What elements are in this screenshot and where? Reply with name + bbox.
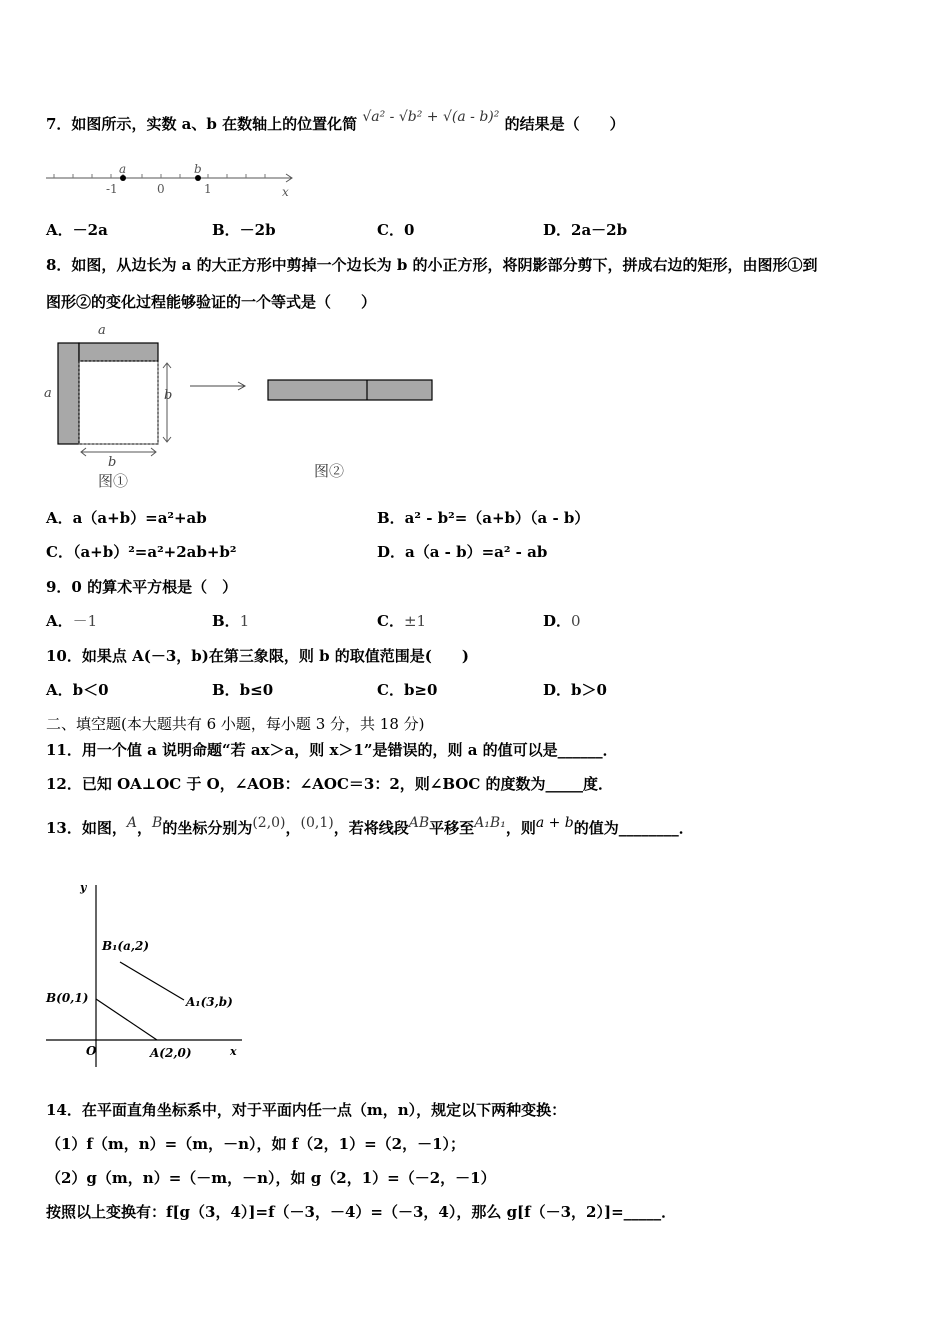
graph-x-label: x — [230, 1045, 237, 1058]
q13-AB: AB — [408, 815, 430, 831]
tick-neg1: -1 — [106, 182, 118, 196]
q13-A: A — [126, 815, 137, 831]
q7-number-line — [40, 160, 302, 200]
section-heading: 二、填空题(本大题共有 6 小题，每小题 3 分，共 18 分) — [46, 715, 425, 733]
q14-stem: 14．在平面直角坐标系中，对于平面内任一点（m，n），规定以下两种变换： — [46, 1101, 567, 1119]
q7-option-d[interactable]: D．2a－2b — [543, 221, 628, 239]
q14-rule2: （2）g（m，n）=（－m，－n），如 g（2，1）=（－2，－1） — [46, 1169, 496, 1187]
fig1-label-b-right: b — [164, 388, 173, 403]
q14-rule1: （1）f（m，n）=（m，－n），如 f（2，1）=（2，－1）； — [46, 1135, 466, 1153]
q8-option-b[interactable]: B．a² - b²=（a+b）（a - b） — [377, 509, 590, 527]
q11-stem: 11．用一个值 a 说明命题“若 ax＞a，则 x＞1”是错误的，则 a 的值可以是______． — [46, 741, 618, 759]
q7-stem-b: 的结果是（ ） — [504, 115, 625, 133]
fig1-label-a-left: a — [44, 386, 52, 401]
q13-B: B — [152, 815, 163, 831]
q8-figure — [40, 320, 460, 495]
q7-option-c[interactable]: C．0 — [377, 221, 415, 239]
fig2-rectangle — [268, 380, 432, 400]
q7-stem — [46, 109, 625, 135]
q7-formula: √a² - √b² + √(a - b)² — [362, 109, 500, 125]
q7-stem-a: 7．如图所示，实数 a、b 在数轴上的位置化简 — [46, 115, 358, 133]
q8-option-d[interactable]: D．a（a - b）=a² - ab — [377, 543, 548, 561]
q9-option-c[interactable]: C．±1 — [377, 612, 427, 630]
q10-option-a[interactable]: A．b＜0 — [46, 681, 109, 699]
q13-a-plus-b: a + b — [535, 815, 574, 831]
graph-B: B(0,1) — [46, 991, 89, 1005]
q9-option-b[interactable]: B．1 — [212, 612, 250, 630]
q7-option-a[interactable]: A．－2a — [46, 221, 108, 239]
fig2-caption: 图② — [314, 462, 345, 480]
q8-stem-line1: 8．如图，从边长为 a 的大正方形中剪掉一个边长为 b 的小正方形，将阴影部分剪下，拼成右边的矩形，由图形①到 — [46, 256, 818, 274]
label-a: a — [119, 162, 127, 176]
q9-stem: 9．0 的算术平方根是（ ） — [46, 578, 238, 596]
q10-option-d[interactable]: D．b＞0 — [543, 681, 607, 699]
q13-coord-a: (2,0) — [252, 815, 286, 831]
q13-A1B1: A₁B₁ — [474, 815, 506, 831]
q8-stem-line2: 图形②的变化过程能够验证的一个等式是（ ） — [46, 293, 377, 311]
graph-origin: O — [86, 1044, 97, 1058]
q9-option-d[interactable]: D．0 — [543, 612, 581, 630]
axis-x: x — [282, 185, 289, 199]
graph-A1: A₁(3,b) — [186, 995, 233, 1009]
q14-question: 按照以上变换有：f[g（3，4）]=f（－3，－4）=（－3，4），那么 g[f（－3，2）]=_____． — [46, 1203, 677, 1221]
graph-y-label: y — [80, 881, 87, 894]
q13-graph — [40, 875, 250, 1075]
q10-option-c[interactable]: C．b≥0 — [377, 681, 438, 699]
q12-stem: 12．已知 OA⊥OC 于 O，∠AOB：∠AOC＝3：2，则∠BOC 的度数为_____度． — [46, 775, 614, 793]
graph-B1: B₁(a,2) — [102, 939, 150, 953]
graph-A: A(2,0) — [150, 1046, 192, 1060]
shaded-top-strip — [79, 343, 158, 361]
label-b: b — [194, 162, 202, 176]
shaded-left-strip — [58, 343, 79, 444]
q7-option-b[interactable]: B．－2b — [212, 221, 276, 239]
fig1-label-b-bottom: b — [108, 455, 117, 470]
q13-coord-b: (0,1) — [300, 815, 334, 831]
tick-0: 0 — [157, 182, 165, 196]
q10-option-b[interactable]: B．b≤0 — [212, 681, 274, 699]
tick-1: 1 — [204, 182, 212, 196]
q9-option-a[interactable]: A．－1 — [46, 612, 98, 630]
q10-stem: 10．如果点 A(－3，b)在第三象限，则 b 的取值范围是( ) — [46, 647, 469, 665]
fig1-caption: 图① — [98, 472, 129, 490]
fig1-label-a-top: a — [98, 323, 106, 338]
q8-option-a[interactable]: A．a（a+b）=a²+ab — [46, 509, 207, 527]
q8-option-c[interactable]: C．（a+b）²=a²+2ab+b² — [46, 543, 237, 561]
q13-stem: 13．如图，A，B的坐标分别为(2,0)，(0,1)，若将线段AB平移至A₁B₁，则a + b的值为________． — [46, 815, 694, 837]
